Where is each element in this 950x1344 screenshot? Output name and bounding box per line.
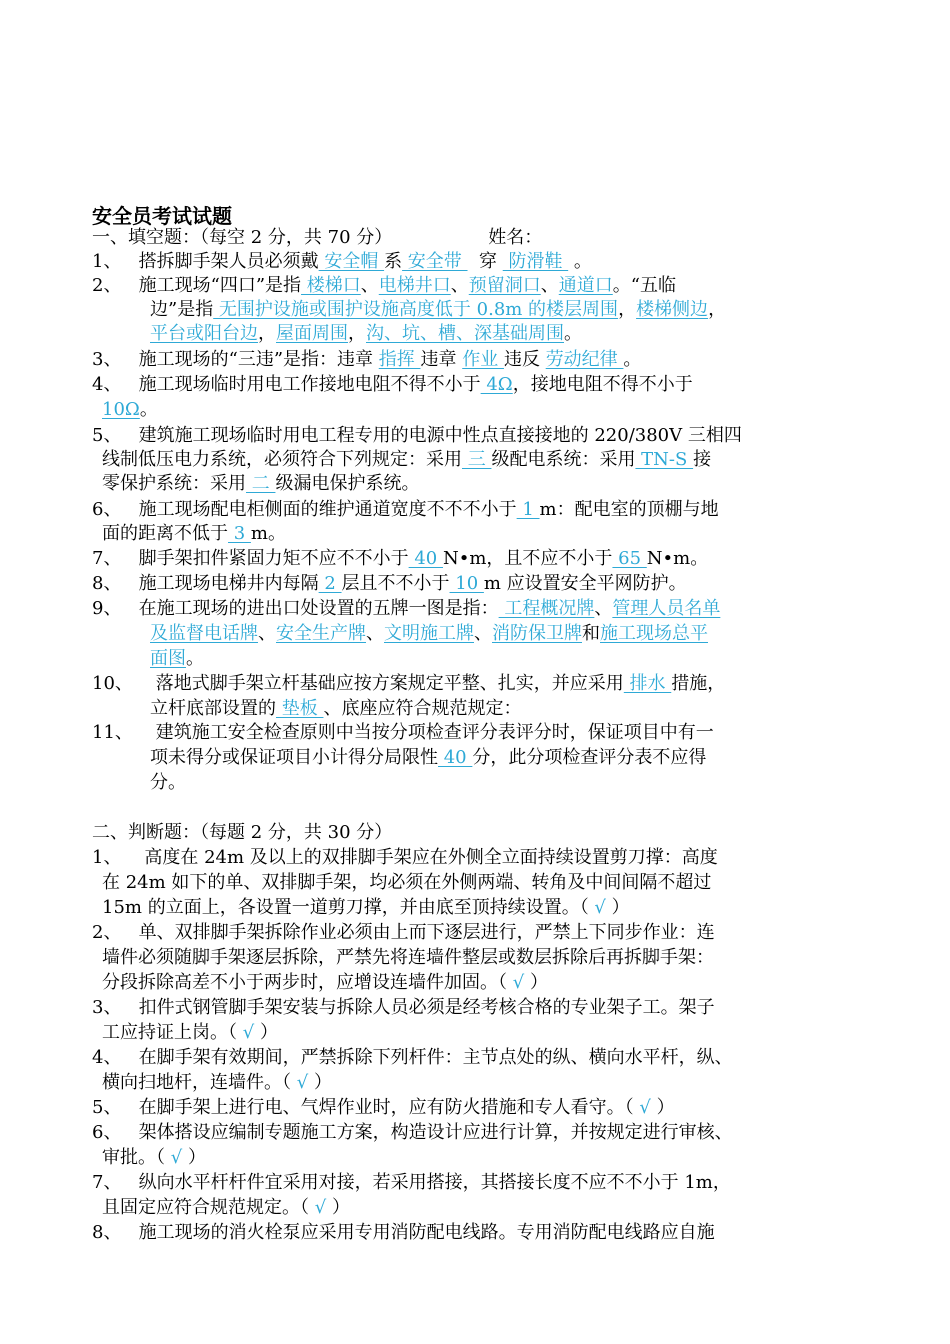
section2-heading: 二、判断题：（每题 2 分，共 30 分） <box>92 822 393 843</box>
answer-blank: 防滑鞋 <box>502 251 569 272</box>
question-10-line-2: 立杆底部设置的 垫板 、底座应符合规范规定： <box>150 698 522 719</box>
answer-blank: 40 <box>438 747 473 768</box>
check-mark: √ <box>639 1097 651 1118</box>
question-1: 1、 搭拆脚手架人员必须戴 安全帽 系 安全带 穿 防滑鞋 。 <box>92 251 592 272</box>
answer-blank: 作业 <box>462 349 504 370</box>
judgement-3-line-2: 工应持证上岗。（ √ ） <box>102 1022 278 1043</box>
answer-blank: 垫板 <box>276 698 324 719</box>
check-mark: √ <box>170 1147 183 1168</box>
answer-blank: 1 <box>516 499 540 520</box>
question-3: 3、 施工现场的“三违”是指：违章 指挥 违章 作业 违反 劳动纪律 。 <box>92 349 642 370</box>
answer-blank: 文明施工牌 <box>384 623 474 644</box>
judgement-2-line-3: 分段拆除高差不小于两步时，应增设连墙件加固。（ √ ） <box>102 972 548 993</box>
answer-blank: 10Ω <box>102 399 140 420</box>
judgement-6-line-2: 审批。（ √ ） <box>102 1147 206 1168</box>
check-mark: √ <box>242 1022 255 1043</box>
question-6-line-2: 面的距离不低于 3 m。 <box>102 523 286 544</box>
question-2-line-3: 平台或阳台边，屋面周围，沟、坑、槽、深基础周围。 <box>150 323 582 344</box>
question-11: 11、 建筑施工安全检查原则中当按分项检查评分表评分时，保证项目中有一 <box>92 722 714 743</box>
question-5: 5、 建筑施工现场临时用电工程专用的电源中性点直接接地的 220/380V 三相四 <box>92 425 742 446</box>
question-5-line-2: 线制低压电力系统，必须符合下列规定：采用 三 级配电系统：采用 TN-S 接 <box>102 449 712 470</box>
question-10: 10、 落地式脚手架立杆基础应按方案规定平整、扎实，并应采用 排水 措施， <box>92 673 726 694</box>
question-4-line-2: 10Ω。 <box>102 399 158 420</box>
question-11-line-2: 项未得分或保证项目小计得分局限性 40 分，此分项检查评分表不应得 <box>150 747 707 768</box>
answer-blank: TN-S <box>635 449 694 470</box>
answer-blank: 2 <box>318 573 342 594</box>
question-9-line-2: 及监督电话牌、安全生产牌、文明施工牌、消防保卫牌和施工现场总平 <box>150 623 708 644</box>
answer-blank: 65 <box>612 548 647 569</box>
answer-blank: 安全生产牌 <box>276 623 366 644</box>
judgement-6: 6、 架体搭设应编制专题施工方案，构造设计应进行计算，并按规定进行审核、 <box>92 1122 733 1143</box>
question-7: 7、 脚手架扣件紧固力矩不应不不小于 40 N•m，且不应不小于 65 N•m。 <box>92 548 709 569</box>
answer-blank: 沟、坑、槽、深基础周围 <box>366 323 564 344</box>
answer-blank: 及监督电话牌 <box>150 623 258 644</box>
name-label: 姓名： <box>488 227 543 248</box>
judgement-5: 5、 在脚手架上进行电、气焊作业时，应有防火措施和专人看守。（ √ ） <box>92 1097 675 1118</box>
check-mark: √ <box>314 1197 327 1218</box>
answer-blank: 面图 <box>150 648 186 669</box>
check-mark: √ <box>512 972 525 993</box>
question-2-line-2: 边”是指 无围护设施或围护设施高度低于 0.8m 的楼层周围，楼梯侧边， <box>150 299 727 320</box>
judgement-3: 3、 扣件式钢管脚手架安装与拆除人员必须是经考核合格的专业架子工。架子 <box>92 997 715 1018</box>
judgement-7: 7、 纵向水平杆杆件宜采用对接，若采用搭接，其搭接长度不应不不小于 1m， <box>92 1172 731 1193</box>
answer-blank: 安全带 <box>402 251 468 272</box>
section1-heading: 一、填空题：（每空 2 分，共 70 分） 姓名： <box>92 227 543 248</box>
question-9-line-3: 面图。 <box>150 648 204 669</box>
answer-blank: 施工现场总平 <box>600 623 708 644</box>
answer-blank: 4Ω <box>480 374 513 395</box>
answer-blank: 预留洞口 <box>468 275 541 296</box>
judgement-4: 4、 在脚手架有效期间，严禁拆除下列杆件：主节点处的纵、横向水平杆，纵、 <box>92 1047 733 1068</box>
answer-blank: 消防保卫牌 <box>492 623 582 644</box>
answer-blank: 通道口 <box>558 275 613 296</box>
answer-blank: 3 <box>228 523 251 544</box>
judgement-2: 2、 单、双排脚手架拆除作业必须由上而下逐层进行，严禁上下同步作业：连 <box>92 922 715 943</box>
judgement-4-line-2: 横向扫地杆，连墙件。（ √ ） <box>102 1072 332 1093</box>
judgement-1: 1、 高度在 24m 及以上的双排脚手架应在外侧全立面持续设置剪刀撑：高度 <box>92 847 718 868</box>
judgement-2-line-2: 墙件必须随脚手架逐层拆除，严禁先将连墙件整层或数层拆除后再拆脚手架： <box>102 947 714 968</box>
judgement-8: 8、 施工现场的消火栓泵应采用专用消防配电线路。专用消防配电线路应自施 <box>92 1222 715 1243</box>
answer-blank: 平台或阳台边 <box>150 323 258 344</box>
answer-blank: 工程概况牌 <box>498 598 595 619</box>
answer-blank: 二 <box>246 473 276 494</box>
question-11-line-3: 分。 <box>150 772 186 793</box>
answer-blank: 屋面周围 <box>276 323 348 344</box>
answer-blank: 楼梯侧边 <box>636 299 709 320</box>
question-2: 2、 施工现场“四口”是指 楼梯口、电梯井口、预留洞口、通道口。“五临 <box>92 275 676 296</box>
question-4: 4、 施工现场临时用电工作接地电阻不得不小于 4Ω，接地电阻不得不小于 <box>92 374 693 395</box>
question-8: 8、 施工现场电梯井内每隔 2 层且不不小于 10 m 应设置安全平网防护。 <box>92 573 687 594</box>
answer-blank: 电梯井口 <box>378 275 451 296</box>
document-title: 安全员考试试题 <box>92 204 232 228</box>
check-mark: √ <box>296 1072 309 1093</box>
question-5-line-3: 零保护系统：采用 二 级漏电保护系统。 <box>102 473 420 494</box>
answer-blank: 劳动纪律 <box>545 349 624 370</box>
question-6: 6、 施工现场配电柜侧面的维护通道宽度不不不小于 1 m：配电室的顶棚与地 <box>92 499 719 520</box>
answer-blank: 管理人员名单 <box>612 598 721 619</box>
answer-blank: 楼梯口 <box>301 275 361 296</box>
judgement-1-line-3: 15m 的立面上，各设置一道剪刀撑，并由底至顶持续设置。（ √ ） <box>102 897 630 918</box>
judgement-1-line-2: 在 24m 如下的单、双排脚手架，均必须在外侧两端、转角及中间间隔不超过 <box>102 872 712 893</box>
answer-blank: 排水 <box>623 673 672 694</box>
judgement-7-line-2: 且固定应符合规范规定。（ √ ） <box>102 1197 350 1218</box>
answer-blank: 无围护设施或围护设施高度低于 0.8m 的楼层周围 <box>213 299 619 320</box>
answer-blank: 三 <box>462 449 492 470</box>
answer-blank: 40 <box>408 548 443 569</box>
answer-blank: 安全帽 <box>318 251 385 272</box>
answer-blank: 10 <box>449 573 484 594</box>
check-mark: √ <box>594 897 606 918</box>
question-9: 9、 在施工现场的进出口处设置的五牌一图是指： 工程概况牌、管理人员名单 <box>92 598 721 619</box>
answer-blank: 指挥 <box>378 349 421 370</box>
